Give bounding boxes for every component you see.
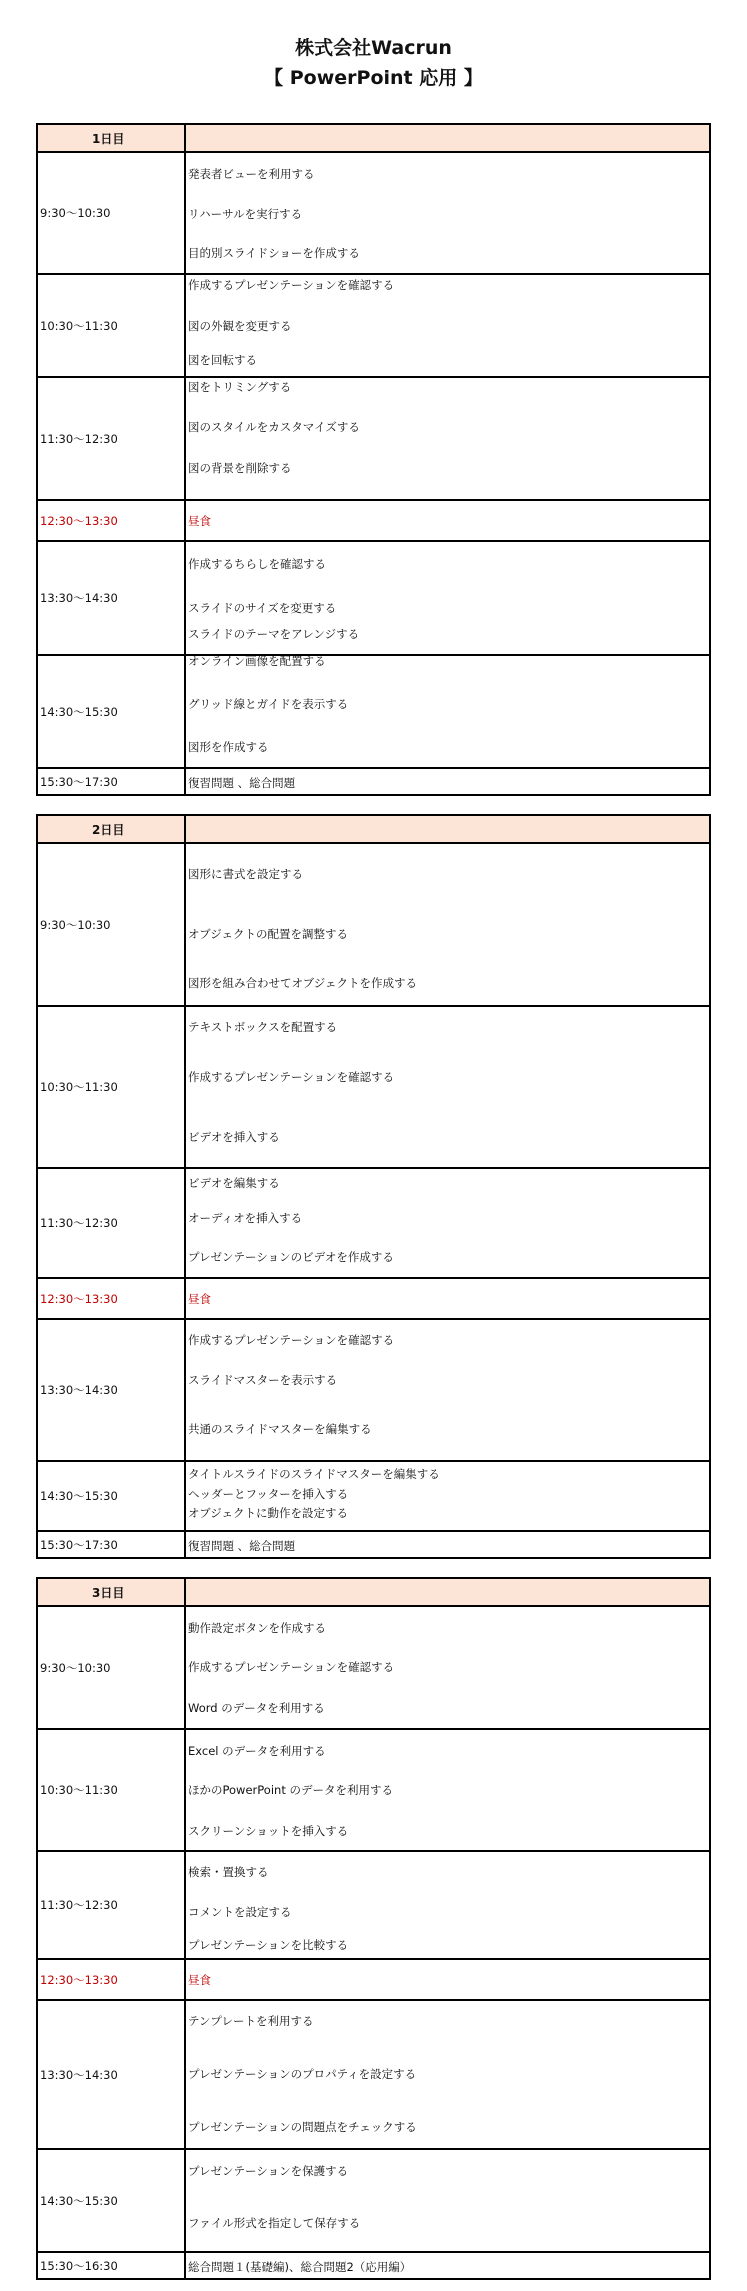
- topic-item: 昼食: [188, 1292, 211, 1306]
- topics-cell: [185, 655, 710, 768]
- lunch-row: [37, 500, 710, 541]
- topic-item: 作成するプレゼンテーションを確認する: [188, 1333, 395, 1347]
- time-slot: 9:30〜10:30: [37, 1606, 185, 1729]
- topic-item: ヘッダーとフッターを挿入する: [188, 1487, 349, 1501]
- schedule-row: [37, 152, 710, 274]
- topic-item: 動作設定ボタンを作成する: [188, 1621, 326, 1635]
- topic-item: 図のスタイルをカスタマイズする: [188, 420, 360, 434]
- time-slot: 14:30〜15:30: [37, 655, 185, 768]
- schedule-row: [37, 2149, 710, 2252]
- day-header-blank: [185, 815, 710, 843]
- topic-item: 作成するプレゼンテーションを確認する: [188, 278, 395, 292]
- topic-item: 図形を作成する: [188, 740, 269, 754]
- time-slot: 9:30〜10:30: [37, 152, 185, 274]
- time-slot: 10:30〜11:30: [37, 1006, 185, 1168]
- schedule-row: [37, 768, 710, 795]
- company-title: 株式会社Wacrun: [295, 37, 452, 59]
- topic-item: Word のデータを利用する: [188, 1701, 325, 1715]
- time-slot: 11:30〜12:30: [37, 377, 185, 500]
- topic-item: プレゼンテーションのビデオを作成する: [188, 1250, 394, 1264]
- topic-item: コメントを設定する: [188, 1905, 292, 1919]
- day-header-blank: [185, 124, 710, 152]
- day-label: 1日目: [37, 124, 185, 152]
- lunch-row: [37, 1278, 710, 1319]
- time-slot: 15:30〜17:30: [37, 1531, 185, 1558]
- topics-cell: [185, 2252, 710, 2279]
- schedule-row: [37, 1006, 710, 1168]
- topic-item: ビデオを編集する: [188, 1176, 280, 1190]
- topics-cell: [185, 1168, 710, 1278]
- topic-item: プレゼンテーションを比較する: [188, 1938, 349, 1952]
- time-slot: 10:30〜11:30: [37, 1729, 185, 1851]
- topic-item: 作成するちらしを確認する: [188, 557, 326, 571]
- topics-cell: [185, 377, 710, 500]
- topic-item: タイトルスライドのスライドマスターを編集する: [188, 1467, 440, 1481]
- topic-item: オンライン画像を配置する: [188, 654, 326, 668]
- topic-item: 作成するプレゼンテーションを確認する: [188, 1070, 395, 1084]
- schedule-row: [37, 1531, 710, 1558]
- topic-item: 図の背景を削除する: [188, 461, 292, 475]
- topic-item: スクリーンショットを挿入する: [188, 1824, 349, 1838]
- topic-item: 図をトリミングする: [188, 380, 292, 394]
- schedule-row: [37, 541, 710, 655]
- time-slot: 11:30〜12:30: [37, 1168, 185, 1278]
- topic-item: 発表者ビューを利用する: [188, 167, 315, 181]
- topics-cell: [185, 843, 710, 1006]
- topic-item: 復習問題 、総合問題: [188, 1539, 296, 1553]
- topic-item: スライドのサイズを変更する: [188, 601, 337, 615]
- topics-cell: [185, 1851, 710, 1959]
- topic-item: ファイル形式を指定して保存する: [188, 2216, 361, 2230]
- schedule-table-day-1: [36, 123, 711, 796]
- course-title: 【 PowerPoint 応用 】: [264, 67, 483, 89]
- time-slot: 13:30〜14:30: [37, 1319, 185, 1461]
- topic-item: Excel のデータを利用する: [188, 1744, 326, 1758]
- schedule-row: [37, 2252, 710, 2279]
- topic-item: 図形を組み合わせてオブジェクトを作成する: [188, 976, 417, 990]
- topic-item: 昼食: [188, 514, 211, 528]
- topics-cell: [185, 1461, 710, 1531]
- topic-item: 図を回転する: [188, 353, 257, 367]
- topics-cell: [185, 500, 710, 541]
- time-slot: 15:30〜17:30: [37, 768, 185, 795]
- topics-cell: [185, 1729, 710, 1851]
- topic-item: ほかのPowerPoint のデータを利用する: [188, 1783, 393, 1797]
- topics-cell: [185, 1606, 710, 1729]
- schedule-row: [37, 1168, 710, 1278]
- topic-item: スライドのテーマをアレンジする: [188, 627, 360, 641]
- time-slot: 13:30〜14:30: [37, 2000, 185, 2149]
- schedule-row: [37, 377, 710, 500]
- schedule-row: [37, 2000, 710, 2149]
- time-slot: 14:30〜15:30: [37, 2149, 185, 2252]
- topic-item: プレゼンテーションのプロパティを設定する: [188, 2067, 417, 2081]
- topic-item: オブジェクトの配置を調整する: [188, 927, 348, 941]
- topic-item: リハーサルを実行する: [188, 207, 303, 221]
- lunch-row: [37, 1959, 710, 2000]
- topic-item: 目的別スライドショーを作成する: [188, 246, 360, 260]
- topic-item: グリッド線とガイドを表示する: [188, 697, 349, 711]
- topic-item: 復習問題 、総合問題: [188, 776, 296, 790]
- schedule-row: [37, 1851, 710, 1959]
- time-slot: 12:30〜13:30: [37, 1959, 185, 2000]
- schedule-table-day-2: [36, 814, 711, 1559]
- topics-cell: [185, 1531, 710, 1558]
- topic-item: プレゼンテーションを保護する: [188, 2164, 349, 2178]
- topic-item: ビデオを挿入する: [188, 1130, 280, 1144]
- topic-item: 図形に書式を設定する: [188, 867, 303, 881]
- topic-item: テンプレートを利用する: [188, 2014, 314, 2028]
- time-slot: 9:30〜10:30: [37, 843, 185, 1006]
- topics-cell: [185, 274, 710, 377]
- time-slot: 14:30〜15:30: [37, 1461, 185, 1531]
- schedule-row: [37, 1729, 710, 1851]
- topic-item: 図の外観を変更する: [188, 319, 292, 333]
- topic-item: 検索・置換する: [188, 1865, 269, 1879]
- day-header-blank: [185, 1578, 710, 1606]
- time-slot: 15:30〜16:30: [37, 2252, 185, 2279]
- schedule-row: [37, 655, 710, 768]
- time-slot: 13:30〜14:30: [37, 541, 185, 655]
- topic-item: 共通のスライドマスターを編集する: [188, 1422, 372, 1436]
- topic-item: テキストボックスを配置する: [188, 1020, 338, 1034]
- time-slot: 12:30〜13:30: [37, 1278, 185, 1319]
- topic-item: プレゼンテーションの問題点をチェックする: [188, 2120, 417, 2134]
- schedule-row: [37, 1606, 710, 1729]
- topic-item: スライドマスターを表示する: [188, 1373, 338, 1387]
- time-slot: 11:30〜12:30: [37, 1851, 185, 1959]
- topics-cell: [185, 152, 710, 274]
- topics-cell: [185, 1278, 710, 1319]
- schedule-row: [37, 1319, 710, 1461]
- topic-item: オブジェクトに動作を設定する: [188, 1506, 348, 1520]
- topic-item: 総合問題１(基礎編)、総合問題2（応用編）: [188, 2260, 412, 2274]
- topics-cell: [185, 2000, 710, 2149]
- topics-cell: [185, 541, 710, 655]
- topic-item: オーディオを挿入する: [188, 1211, 303, 1225]
- schedule-row: [37, 274, 710, 377]
- time-slot: 10:30〜11:30: [37, 274, 185, 377]
- schedule-row: [37, 1461, 710, 1531]
- day-label: 2日目: [37, 815, 185, 843]
- day-label: 3日目: [37, 1578, 185, 1606]
- topic-item: 昼食: [188, 1973, 211, 1987]
- topics-cell: [185, 1959, 710, 2000]
- topics-cell: [185, 2149, 710, 2252]
- schedule-row: [37, 843, 710, 1006]
- time-slot: 12:30〜13:30: [37, 500, 185, 541]
- topic-item: 作成するプレゼンテーションを確認する: [188, 1660, 395, 1674]
- topics-cell: [185, 1006, 710, 1168]
- topics-cell: [185, 1319, 710, 1461]
- topics-cell: [185, 768, 710, 795]
- schedule-table-day-3: [36, 1577, 711, 2280]
